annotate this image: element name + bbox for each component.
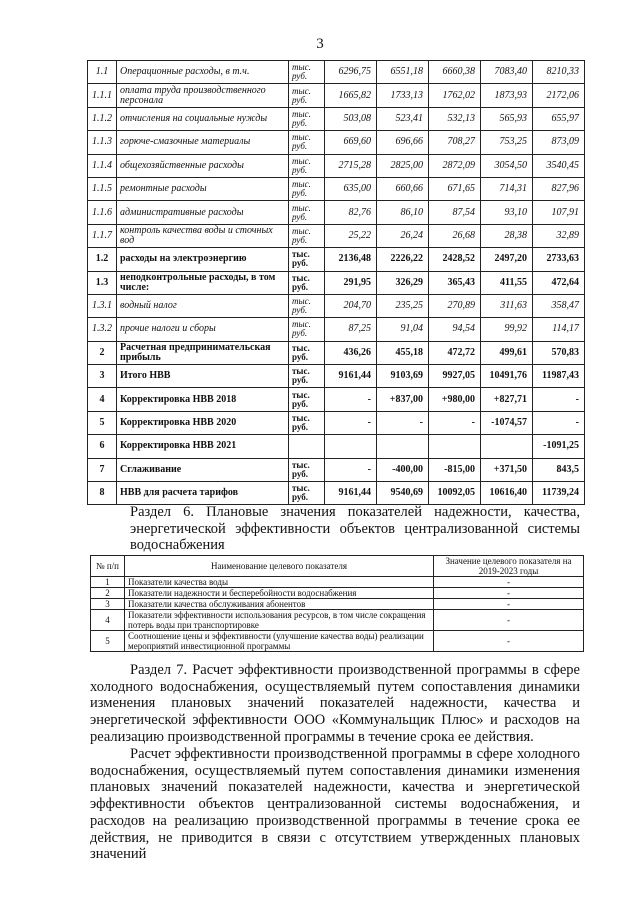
row-value: 26,68 xyxy=(429,224,481,247)
indicator-value: - xyxy=(434,577,584,588)
row-value: 655,97 xyxy=(533,107,585,130)
row-value: 1733,13 xyxy=(377,84,429,107)
row-number: 1.3.2 xyxy=(88,318,117,341)
cost-table xyxy=(87,60,585,505)
row-value: 1665,82 xyxy=(325,84,377,107)
header-num: № п/п xyxy=(91,556,125,577)
row-number: 2 xyxy=(88,341,117,364)
row-value: 311,63 xyxy=(481,294,533,317)
row-value: 696,66 xyxy=(377,131,429,154)
table-row xyxy=(88,388,585,411)
row-value: - xyxy=(533,411,585,434)
table-row xyxy=(88,248,585,271)
row-value: 26,24 xyxy=(377,224,429,247)
row-name: прочие налоги и сборы xyxy=(117,318,289,341)
indicator-number: 5 xyxy=(91,631,125,652)
row-value: - xyxy=(325,411,377,434)
indicator-name: Показатели качества обслуживания абонентов xyxy=(125,599,434,610)
indicator-name: Соотношение цены и эффективности (улучшение качества воды) реализации мероприятий инвестиционной программы xyxy=(125,631,434,652)
row-number: 1.1.6 xyxy=(88,201,117,224)
row-name: административные расходы xyxy=(117,201,289,224)
row-unit: тыс. руб. xyxy=(289,294,325,317)
table-row xyxy=(91,577,584,588)
row-value: 99,92 xyxy=(481,318,533,341)
header-name: Наименование целевого показателя xyxy=(125,556,434,577)
row-unit: тыс. руб. xyxy=(289,131,325,154)
row-number: 1.1.5 xyxy=(88,177,117,200)
row-unit: тыс. руб. xyxy=(289,365,325,388)
row-name: водный налог xyxy=(117,294,289,317)
row-value: 2715,28 xyxy=(325,154,377,177)
row-name: горюче-смазочные материалы xyxy=(117,131,289,154)
row-value: 565,93 xyxy=(481,107,533,130)
row-number: 7 xyxy=(88,458,117,481)
row-unit: тыс. руб. xyxy=(289,482,325,505)
row-value xyxy=(325,435,377,458)
row-value: 2497,20 xyxy=(481,248,533,271)
row-value: 503,08 xyxy=(325,107,377,130)
row-unit: тыс. руб. xyxy=(289,154,325,177)
row-value: 2825,00 xyxy=(377,154,429,177)
row-value: 87,54 xyxy=(429,201,481,224)
row-unit: тыс. руб. xyxy=(289,177,325,200)
row-number: 1.2 xyxy=(88,248,117,271)
row-name: НВВ для расчета тарифов xyxy=(117,482,289,505)
indicator-name: Показатели качества воды xyxy=(125,577,434,588)
row-value: 8210,33 xyxy=(533,61,585,84)
row-value: 28,38 xyxy=(481,224,533,247)
row-number: 1.1.4 xyxy=(88,154,117,177)
row-number: 1.1.1 xyxy=(88,84,117,107)
row-unit: тыс. руб. xyxy=(289,458,325,481)
table-row xyxy=(88,482,585,505)
row-value: 1762,02 xyxy=(429,84,481,107)
row-value: +827,71 xyxy=(481,388,533,411)
table-row xyxy=(88,435,585,458)
row-value: 204,70 xyxy=(325,294,377,317)
row-number: 1.1.2 xyxy=(88,107,117,130)
row-value: 270,89 xyxy=(429,294,481,317)
row-number: 1.3.1 xyxy=(88,294,117,317)
row-value: 3054,50 xyxy=(481,154,533,177)
table-row xyxy=(88,84,585,107)
indicator-value: - xyxy=(434,631,584,652)
row-number: 6 xyxy=(88,435,117,458)
row-value: 32,89 xyxy=(533,224,585,247)
row-value: 635,00 xyxy=(325,177,377,200)
row-value: - xyxy=(429,411,481,434)
row-value: 235,25 xyxy=(377,294,429,317)
row-unit: тыс. руб. xyxy=(289,201,325,224)
row-name: расходы на электроэнергию xyxy=(117,248,289,271)
indicator-number: 3 xyxy=(91,599,125,610)
row-value: 2733,63 xyxy=(533,248,585,271)
row-value: 436,26 xyxy=(325,341,377,364)
row-value: 2226,22 xyxy=(377,248,429,271)
row-value: 2172,06 xyxy=(533,84,585,107)
row-value: +371,50 xyxy=(481,458,533,481)
row-value: 114,17 xyxy=(533,318,585,341)
row-value: 9103,69 xyxy=(377,365,429,388)
table-row xyxy=(88,411,585,434)
row-number: 8 xyxy=(88,482,117,505)
row-value: 94,54 xyxy=(429,318,481,341)
row-value: 10491,76 xyxy=(481,365,533,388)
row-value xyxy=(481,435,533,458)
row-name: Итого НВВ xyxy=(117,365,289,388)
indicator-number: 1 xyxy=(91,577,125,588)
row-value: -400,00 xyxy=(377,458,429,481)
table-row xyxy=(88,131,585,154)
row-number: 5 xyxy=(88,411,117,434)
row-unit: тыс. руб. xyxy=(289,224,325,247)
row-name: Корректировка НВВ 2020 xyxy=(117,411,289,434)
row-unit: тыс. руб. xyxy=(289,84,325,107)
table-row xyxy=(88,271,585,294)
row-value: 9161,44 xyxy=(325,365,377,388)
row-value: 82,76 xyxy=(325,201,377,224)
section6-heading-text: Раздел 6. Плановые значения показателей надежности, качества, энергетической эффективности объектов централизованной системы водоснабжения xyxy=(130,504,580,553)
row-number: 1.3 xyxy=(88,271,117,294)
indicator-name: Показатели эффективности использования ресурсов, в том числе сокращения потерь воды при транспортировке xyxy=(125,610,434,631)
row-value: 411,55 xyxy=(481,271,533,294)
table-row xyxy=(91,588,584,599)
table-row xyxy=(88,224,585,247)
row-value: 93,10 xyxy=(481,201,533,224)
table-row xyxy=(88,154,585,177)
row-value: 107,91 xyxy=(533,201,585,224)
table-row xyxy=(88,294,585,317)
row-name: Операционные расходы, в т.ч. xyxy=(117,61,289,84)
row-value: 671,65 xyxy=(429,177,481,200)
row-value xyxy=(429,435,481,458)
row-value: 10616,40 xyxy=(481,482,533,505)
row-value: 873,09 xyxy=(533,131,585,154)
row-value: 291,95 xyxy=(325,271,377,294)
section7-paragraph2: Расчет эффективности производственной программы в сфере холодного водоснабжения, осуществляемый путем сопоставления динамики изменения плановых значений показателей надежности, качества и энергетической эффективности объектов централизованной системы водоснабжения, и расходов на реализацию производственной программы в течение срока ее действия, не приводится в связи с отсутствием утвержденных плановых значений xyxy=(90,746,580,863)
section6-heading xyxy=(90,504,580,554)
row-value: 714,31 xyxy=(481,177,533,200)
row-value: 827,96 xyxy=(533,177,585,200)
row-value: 472,64 xyxy=(533,271,585,294)
table-row xyxy=(91,599,584,610)
row-value: 532,13 xyxy=(429,107,481,130)
row-number: 1.1.3 xyxy=(88,131,117,154)
row-unit: тыс. руб. xyxy=(289,248,325,271)
row-unit: тыс. руб. xyxy=(289,388,325,411)
row-value: 10092,05 xyxy=(429,482,481,505)
row-value: - xyxy=(325,388,377,411)
row-value xyxy=(377,435,429,458)
row-value: 91,04 xyxy=(377,318,429,341)
row-value: 87,25 xyxy=(325,318,377,341)
row-value: 326,29 xyxy=(377,271,429,294)
row-value: - xyxy=(533,388,585,411)
row-value: - xyxy=(377,411,429,434)
indicator-value: - xyxy=(434,599,584,610)
row-name: оплата труда производственного персонала xyxy=(117,84,289,107)
row-value: 523,41 xyxy=(377,107,429,130)
indicator-value: - xyxy=(434,610,584,631)
row-value: 3540,45 xyxy=(533,154,585,177)
row-value: 708,27 xyxy=(429,131,481,154)
table-row xyxy=(88,341,585,364)
table-row xyxy=(88,458,585,481)
table-row xyxy=(91,610,584,631)
indicator-number: 4 xyxy=(91,610,125,631)
indicator-value: - xyxy=(434,588,584,599)
indicator-name: Показатели надежности и бесперебойности водоснабжения xyxy=(125,588,434,599)
row-value: 570,83 xyxy=(533,341,585,364)
row-value: 843,5 xyxy=(533,458,585,481)
row-number: 1.1.7 xyxy=(88,224,117,247)
row-name: неподконтрольные расходы, в том числе: xyxy=(117,271,289,294)
row-value: - xyxy=(325,458,377,481)
row-unit: тыс. руб. xyxy=(289,411,325,434)
row-value: 669,60 xyxy=(325,131,377,154)
row-value: 365,43 xyxy=(429,271,481,294)
row-value: 660,66 xyxy=(377,177,429,200)
page-number: 3 xyxy=(316,36,324,52)
table-row xyxy=(88,177,585,200)
row-value: 499,61 xyxy=(481,341,533,364)
row-value: -815,00 xyxy=(429,458,481,481)
row-name: контроль качества воды и сточных вод xyxy=(117,224,289,247)
row-name: Сглаживание xyxy=(117,458,289,481)
row-unit: тыс. руб. xyxy=(289,341,325,364)
table-row xyxy=(88,107,585,130)
row-value: 6660,38 xyxy=(429,61,481,84)
row-value: 2872,09 xyxy=(429,154,481,177)
section7-paragraph1: Раздел 7. Расчет эффективности производственной программы в сфере холодного водоснабжения, осуществляемый путем сопоставления динамики изменения плановых значений показателей надежности, качества и энергетической эффективности ООО «Коммунальщик Плюс» и расходов на реализацию производственной программы в течение срока ее действия. xyxy=(90,662,580,745)
row-value: 11739,24 xyxy=(533,482,585,505)
row-value: 472,72 xyxy=(429,341,481,364)
row-number: 4 xyxy=(88,388,117,411)
table-row xyxy=(91,631,584,652)
table-row xyxy=(88,318,585,341)
row-unit: тыс. руб. xyxy=(289,61,325,84)
row-value: 9161,44 xyxy=(325,482,377,505)
row-value: -1091,25 xyxy=(533,435,585,458)
row-name: ремонтные расходы xyxy=(117,177,289,200)
row-number: 1.1 xyxy=(88,61,117,84)
header-value: Значение целевого показателя на 2019-2023 годы xyxy=(434,556,584,577)
indicators-table xyxy=(90,555,584,652)
row-value: 2428,52 xyxy=(429,248,481,271)
row-name: Расчетная предпринимательская прибыль xyxy=(117,341,289,364)
row-name: Корректировка НВВ 2021 xyxy=(117,435,289,458)
table-row xyxy=(88,201,585,224)
row-unit: тыс. руб. xyxy=(289,107,325,130)
row-name: Корректировка НВВ 2018 xyxy=(117,388,289,411)
row-name: общехозяйственные расходы xyxy=(117,154,289,177)
table-row xyxy=(88,365,585,388)
row-value: 455,18 xyxy=(377,341,429,364)
row-value: 753,25 xyxy=(481,131,533,154)
row-value: +837,00 xyxy=(377,388,429,411)
row-value: 2136,48 xyxy=(325,248,377,271)
indicator-number: 2 xyxy=(91,588,125,599)
row-unit: тыс. руб. xyxy=(289,271,325,294)
row-value: 86,10 xyxy=(377,201,429,224)
row-value: 7083,40 xyxy=(481,61,533,84)
row-number: 3 xyxy=(88,365,117,388)
table-row xyxy=(88,61,585,84)
row-value: 6296,75 xyxy=(325,61,377,84)
row-name: отчисления на социальные нужды xyxy=(117,107,289,130)
row-value: 6551,18 xyxy=(377,61,429,84)
row-value: 9540,69 xyxy=(377,482,429,505)
row-value: 1873,93 xyxy=(481,84,533,107)
indicators-header-row xyxy=(91,556,584,577)
row-value: 11987,43 xyxy=(533,365,585,388)
row-value: +980,00 xyxy=(429,388,481,411)
row-unit xyxy=(289,435,325,458)
row-value: -1074,57 xyxy=(481,411,533,434)
row-value: 358,47 xyxy=(533,294,585,317)
row-unit: тыс. руб. xyxy=(289,318,325,341)
row-value: 9927,05 xyxy=(429,365,481,388)
row-value: 25,22 xyxy=(325,224,377,247)
